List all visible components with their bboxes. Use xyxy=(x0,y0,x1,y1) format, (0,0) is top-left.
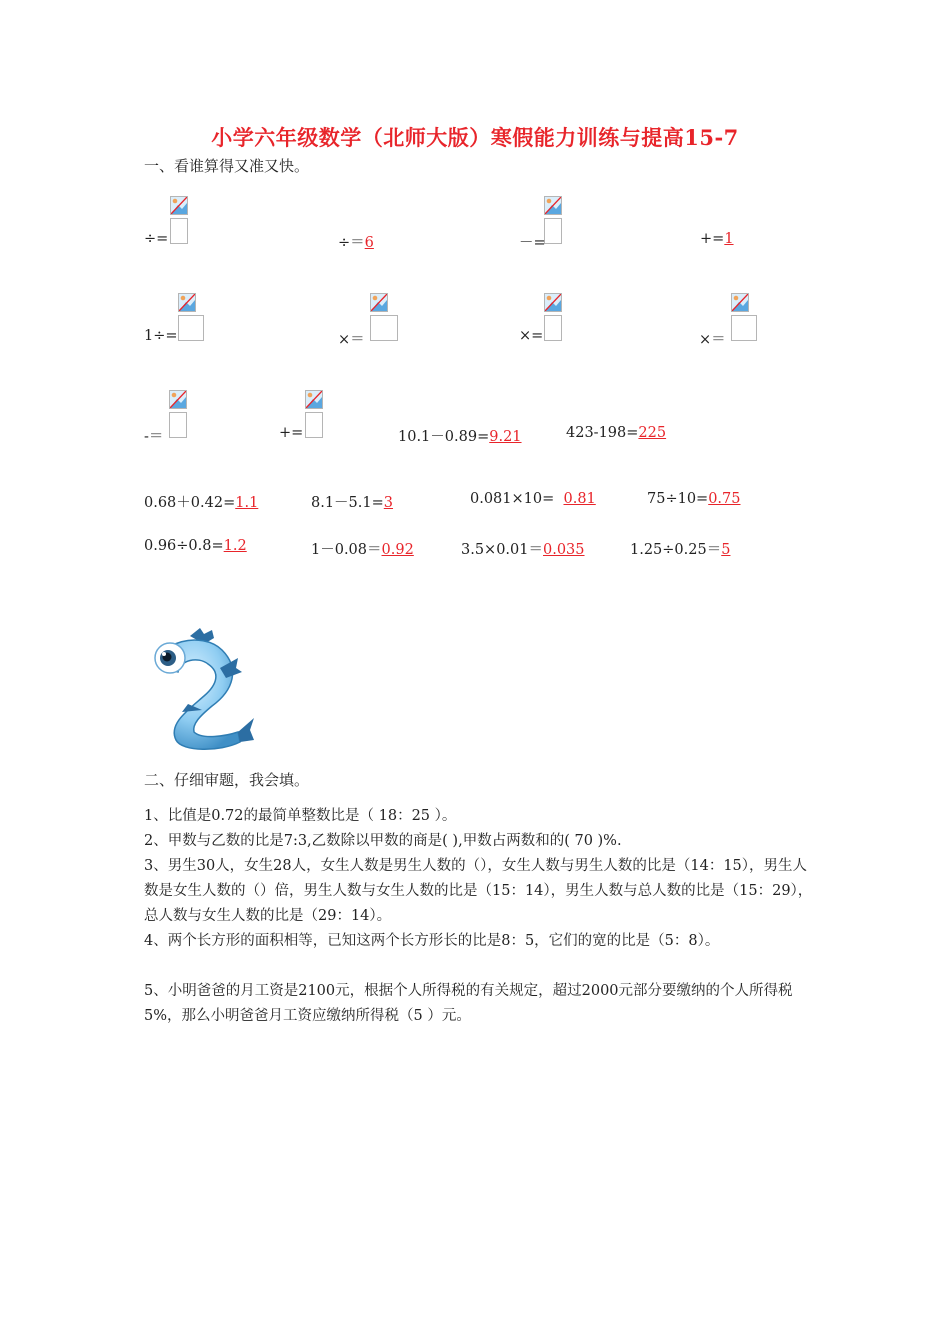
answer-blank xyxy=(178,315,204,341)
equation: 3.5×0.01＝0.035 xyxy=(461,542,585,558)
image-placeholder-icon xyxy=(169,390,187,409)
equation: -＝ xyxy=(144,429,164,445)
question-item: 2、甲数与乙数的比是7:3,乙数除以甲数的商是( ),甲数占两数和的( 70 )%. xyxy=(144,833,622,849)
equation: 423-198=225 xyxy=(566,425,667,441)
equation: ×＝ xyxy=(338,332,365,348)
fraction-image xyxy=(169,390,187,438)
image-placeholder-icon xyxy=(305,390,323,409)
equation: 0.081×10= 0.81 xyxy=(470,491,596,507)
equation: 8.1－5.1=3 xyxy=(311,495,394,511)
fraction-image xyxy=(170,196,188,244)
section1-heading: 一、看谁算得又准又快。 xyxy=(144,157,310,175)
equation: +=1 xyxy=(700,231,734,247)
image-placeholder-icon xyxy=(731,293,749,312)
equation: 75÷10=0.75 xyxy=(647,491,741,507)
equation: 1÷= xyxy=(144,328,178,344)
cartoon-fish-illustration xyxy=(142,628,254,753)
fraction-image xyxy=(178,293,196,341)
equation: －= xyxy=(519,235,546,251)
image-placeholder-icon xyxy=(170,196,188,215)
equation: += xyxy=(279,425,304,441)
equation: ×= xyxy=(519,328,544,344)
image-placeholder-icon xyxy=(370,293,388,312)
answer-blank xyxy=(544,218,562,244)
answer-blank xyxy=(370,315,398,341)
equation: 1－0.08＝0.92 xyxy=(311,542,414,558)
equation: 0.96÷0.8=1.2 xyxy=(144,538,247,554)
image-placeholder-icon xyxy=(544,293,562,312)
equation: 10.1－0.89=9.21 xyxy=(398,429,522,445)
question-item: 1、比值是0.72的最简单整数比是（ 18：25 ）。 xyxy=(144,808,457,824)
image-placeholder-icon xyxy=(178,293,196,312)
fraction-image xyxy=(544,293,562,341)
answer-blank xyxy=(544,315,562,341)
answer-blank xyxy=(731,315,757,341)
question-item: 5、小明爸爸的月工资是2100元，根据个人所得税的有关规定，超过2000元部分要缴纳的个人所得税5%，那么小明爸爸月工资应缴纳所得税（5 ）元。 xyxy=(144,983,793,1024)
question-item: 3、男生30人，女生28人，女生人数是男生人数的（），女生人数与男生人数的比是（14：15），男生人数是女生人数的（）倍，男生人数与女生人数的比是（15：14），男生人数与总人数的比是（15：29），总人数与女生人数的比是（29：14）。 xyxy=(144,858,813,924)
question-item: 4、两个长方形的面积相等，已知这两个长方形长的比是8：5，它们的宽的比是（5：8）。 xyxy=(144,933,720,949)
answer-blank xyxy=(305,412,323,438)
image-placeholder-icon xyxy=(544,196,562,215)
fraction-image xyxy=(305,390,323,438)
answer-blank xyxy=(170,218,188,244)
equation: ÷= xyxy=(144,231,169,247)
fraction-image xyxy=(544,196,562,244)
fraction-image xyxy=(731,293,749,341)
equation: 0.68＋0.42=1.1 xyxy=(144,495,259,511)
equation: ÷＝6 xyxy=(338,235,374,251)
equation: ×＝ xyxy=(699,332,726,348)
fraction-image xyxy=(370,293,388,341)
page-title: 小学六年级数学（北师大版）寒假能力训练与提高15-7 xyxy=(211,125,739,150)
section2-heading: 二、仔细审题，我会填。 xyxy=(144,771,310,789)
equation: 1.25÷0.25＝5 xyxy=(630,542,731,558)
answer-blank xyxy=(169,412,187,438)
